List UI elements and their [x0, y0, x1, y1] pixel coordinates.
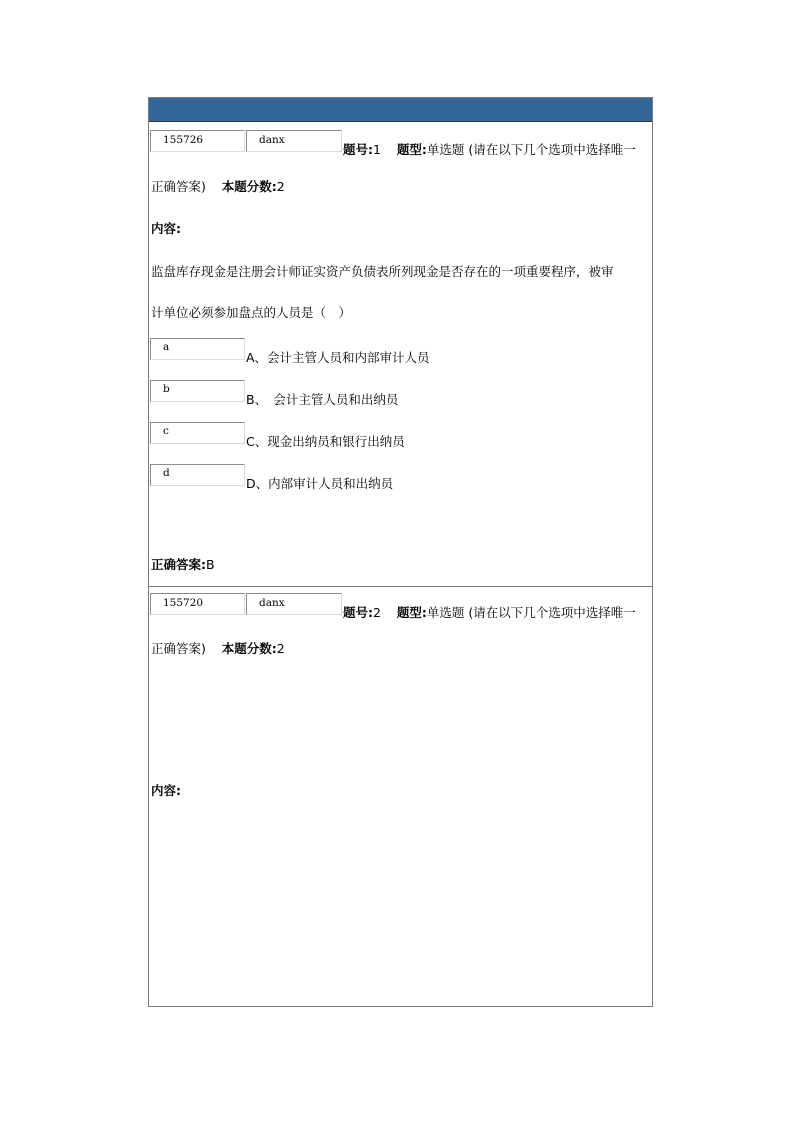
content-label: 内容:	[151, 783, 181, 798]
question-content-cont: 计单位必须参加盘点的人员是（ ）	[151, 305, 352, 320]
question-type-code-field[interactable]: danx	[246, 130, 342, 152]
question-id-field[interactable]: 155720	[150, 593, 245, 615]
option-c-text: C、现金出纳员和银行出纳员	[246, 434, 405, 449]
score-label: 本题分数:	[221, 179, 277, 194]
question-header-line	[343, 142, 636, 158]
answer-label: 正确答案:	[151, 557, 206, 572]
option-d-field[interactable]: d	[150, 464, 245, 486]
answer-value: B	[206, 557, 215, 572]
exam-frame	[148, 97, 653, 1007]
option-a-field[interactable]: a	[150, 338, 245, 360]
question-content: 监盘库存现金是注册会计师证实资产负债表所列现金是否存在的一项重要程序，被审	[151, 264, 614, 279]
score-label: 本题分数:	[221, 641, 277, 656]
option-d-text: D、内部审计人员和出纳员	[246, 476, 394, 491]
type-text-cont: 正确答案)	[151, 179, 206, 194]
question-header-line-2	[151, 179, 285, 195]
score-value: 2	[276, 179, 285, 194]
question-2	[149, 587, 652, 1005]
type-label: 题型:	[396, 605, 427, 620]
question-number: 2	[373, 605, 381, 620]
question-number: 1	[373, 142, 381, 157]
number-label: 题号:	[343, 142, 373, 157]
content-label: 内容:	[151, 221, 181, 236]
type-text: 单选题 (请在以下几个选项中选择唯一	[426, 142, 636, 157]
option-c-field[interactable]: c	[150, 422, 245, 444]
type-text-cont: 正确答案)	[151, 641, 206, 656]
correct-answer	[151, 557, 215, 573]
number-label: 题号:	[343, 605, 373, 620]
score-value: 2	[276, 641, 285, 656]
header-bar	[149, 98, 652, 122]
option-b-text: B、 会计主管人员和出纳员	[246, 392, 399, 407]
type-label: 题型:	[396, 142, 427, 157]
option-a-text: A、会计主管人员和内部审计人员	[246, 350, 430, 365]
question-type-code-field[interactable]: danx	[246, 593, 342, 615]
question-id-field[interactable]: 155726	[150, 130, 245, 152]
option-b-field[interactable]: b	[150, 380, 245, 402]
type-text: 单选题 (请在以下几个选项中选择唯一	[426, 605, 636, 620]
question-header-line	[343, 605, 636, 621]
question-1	[149, 122, 652, 586]
question-header-line-2-q2	[151, 641, 285, 657]
